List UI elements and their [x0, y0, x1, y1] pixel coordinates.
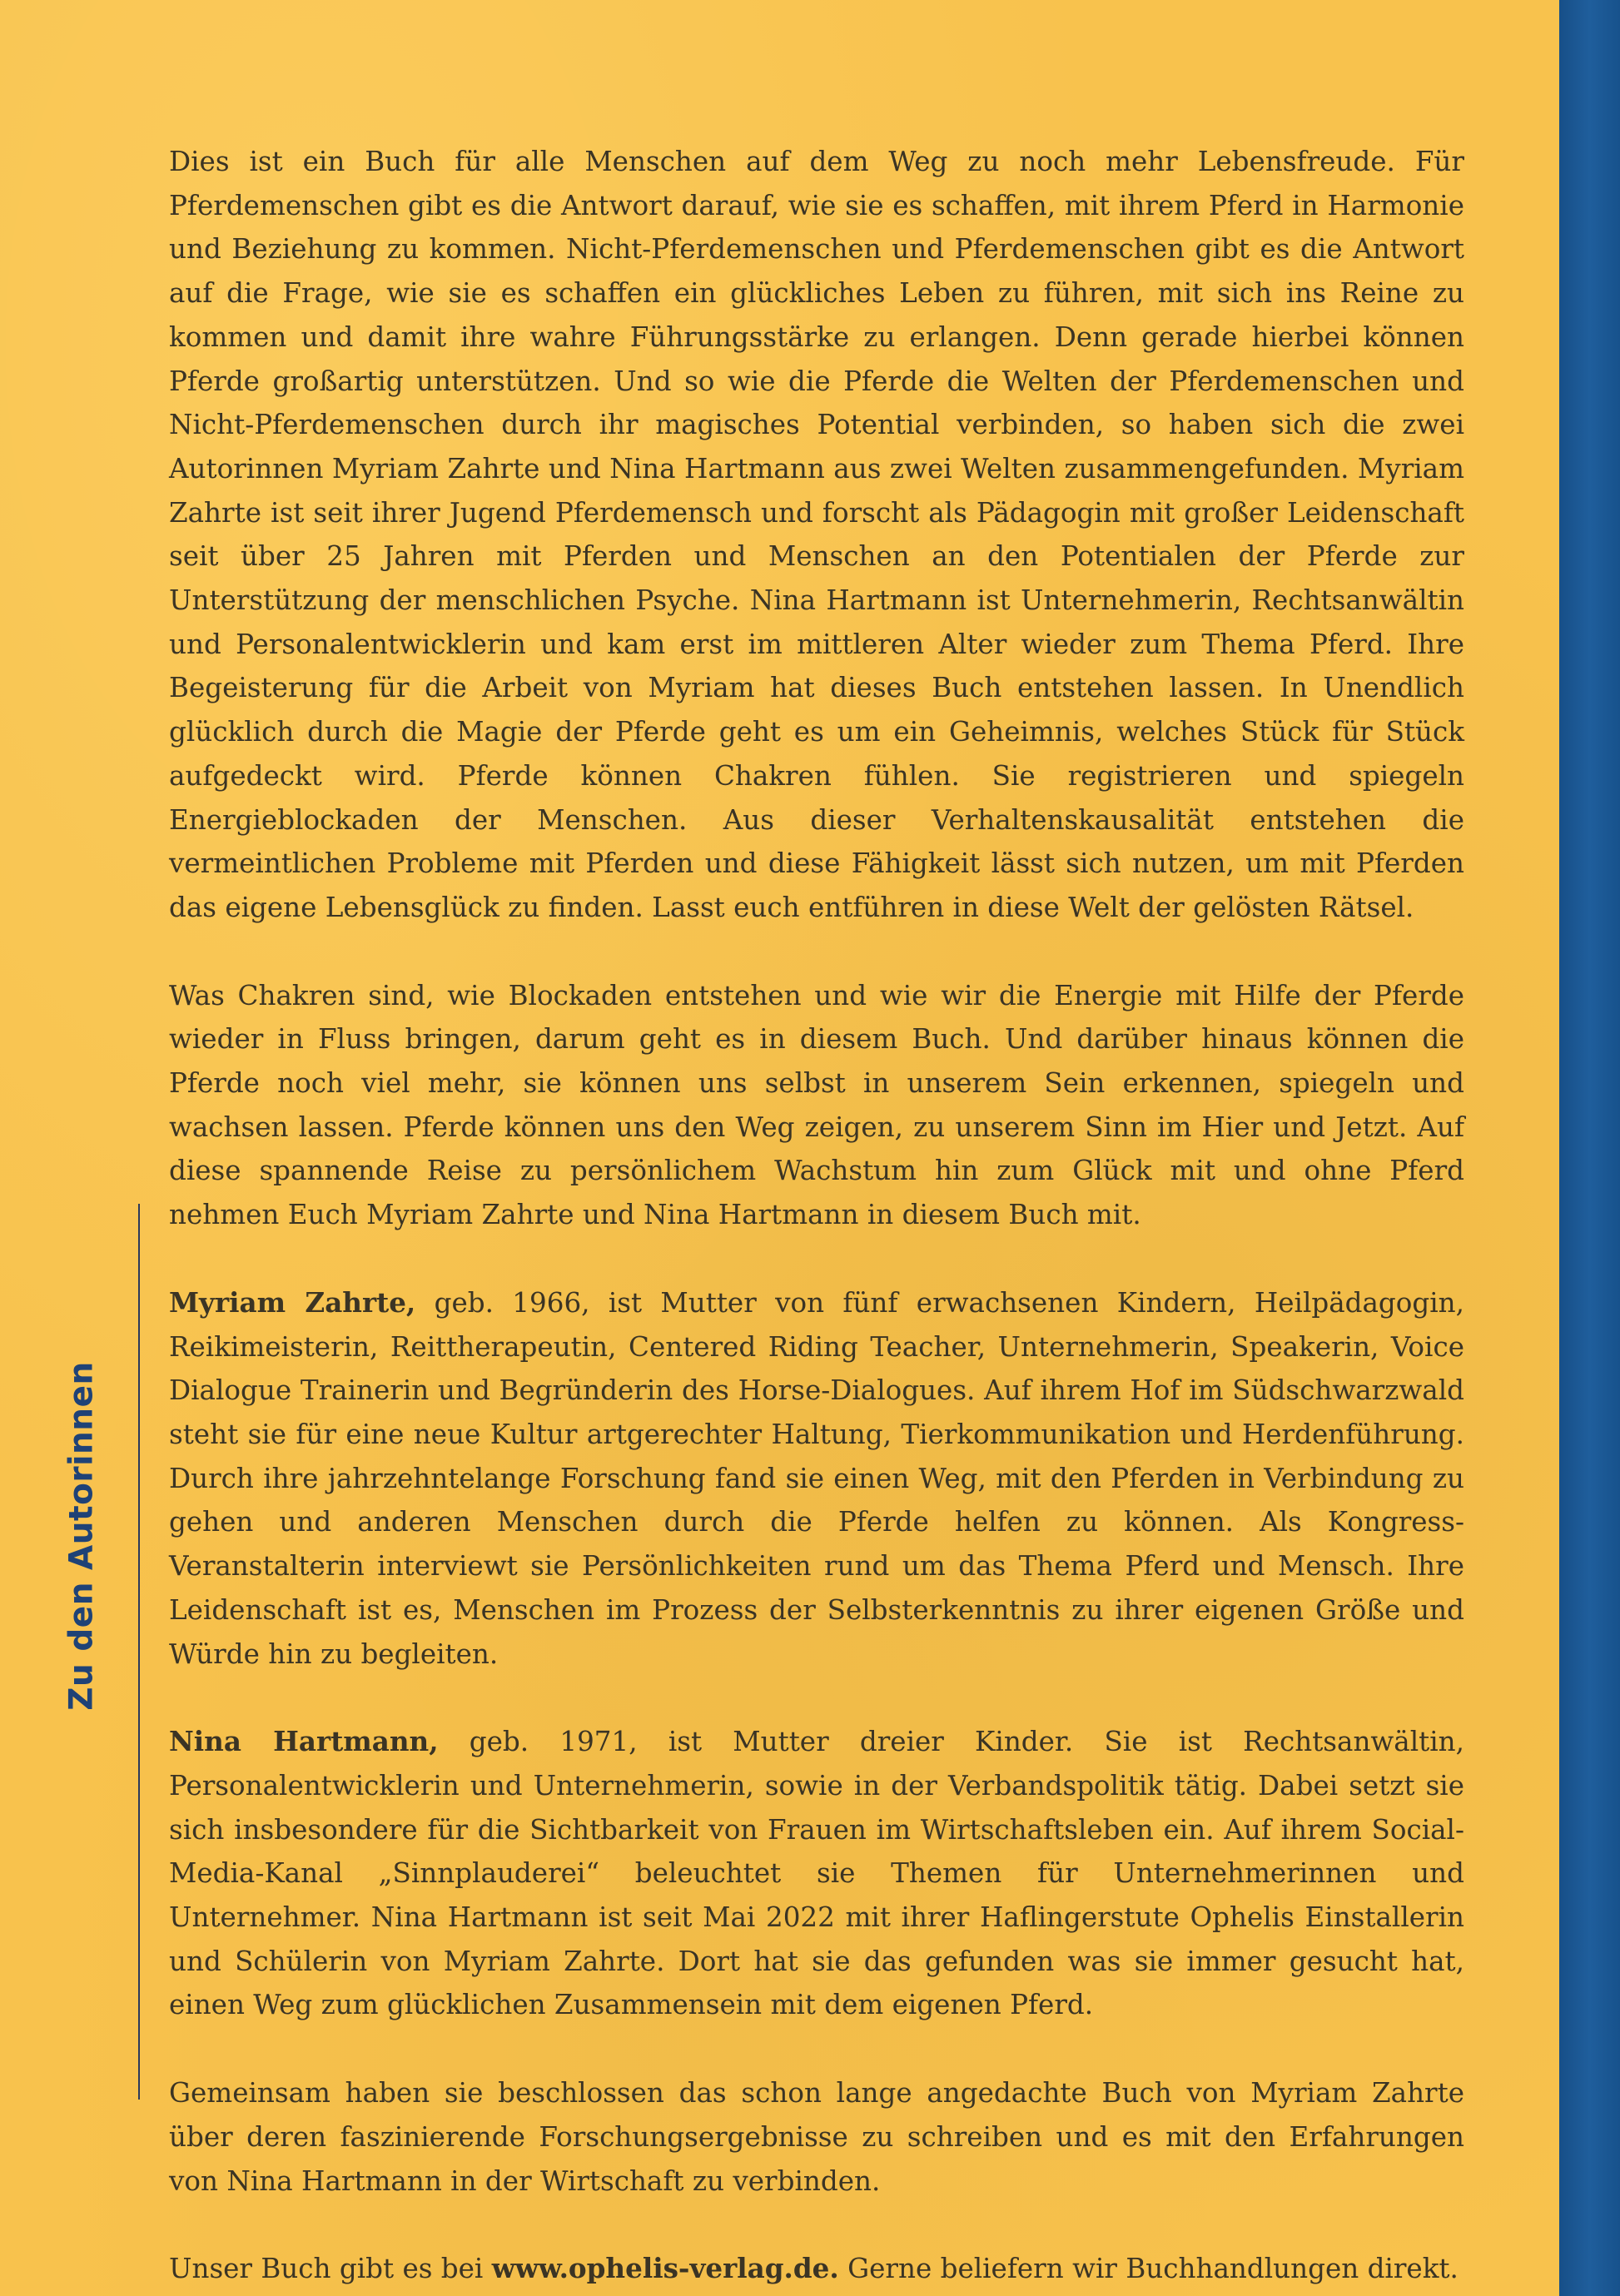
authors-side-rule	[138, 1204, 140, 2100]
paragraph-gap	[169, 2203, 1464, 2247]
paragraph-gap	[169, 1676, 1464, 1720]
closing-paragraph: Gemeinsam haben sie beschlossen das schon lange angedachte Buch von Myriam Zahrte über deren faszinierende Forschungsergebnisse zu schreiben und es mit den Erfahrungen von Nina Hartmann in der Wirtschaft zu verbinden.	[169, 2077, 1464, 2197]
author-bio-2	[169, 1720, 1464, 2027]
side-label-text: Zu den Autorinnen	[62, 1361, 101, 1711]
author-name-1: Myriam Zahrte,	[169, 1285, 416, 1319]
intro-paragraph-2: Was Chakren sind, wie Blockaden entstehen und wie wir die Energie mit Hilfe der Pferde wieder in Fluss bringen, darum geht es in diesem Buch. Und darüber hinaus können die Pferde noch viel mehr, sie können uns selbst in unserem Sein erkennen, spiegeln und wachsen lassen. Pferde können uns den Weg zeigen, zu unserem Sinn im Hier und Jetzt. Auf diese spannende Reise zu persönlichem Wachstum hin zum Glück mit und ohne Pferd nehmen Euch Myriam Zahrte und Nina Hartmann in diesem Buch mit.	[169, 979, 1464, 1231]
intro-paragraph-1: Dies ist ein Buch für alle Menschen auf dem Weg zu noch mehr Lebensfreude. Für Pferdemenschen gibt es die Antwort darauf, wie sie es schaffen, mit ihrem Pferd in Harmonie und Beziehung zu kommen. Nicht-Pferdemenschen und Pferdemenschen gibt es die Antwort auf die Frage, wie sie es schaffen ein glückliches Leben zu führen, mit sich ins Reine zu kommen und damit ihre wahre Führungsstärke zu erlangen. Denn gerade hierbei können Pferde großartig unterstützen. Und so wie die Pferde die Welten der Pferdemenschen und Nicht-Pferdemenschen durch ihr magisches Potential verbinden, so haben sich die zwei Autorinnen Myriam Zahrte und Nina Hartmann aus zwei Welten zusammengefunden. Myriam Zahrte ist seit ihrer Jugend Pferdemensch und forscht als Pädagogin mit großer Leidenschaft seit über 25 Jahren mit Pferden und Menschen an den Potentialen der Pferde zur Unterstützung der menschlichen Psyche. Nina Hartmann ist Unternehmerin, Rechtsanwältin und Personalentwicklerin und kam erst im mittleren Alter wieder zum Thema Pferd. Ihre Begeisterung für die Arbeit von Myriam hat dieses Buch entstehen lassen. In Unendlich glücklich durch die Magie der Pferde geht es um ein Geheimnis, welches Stück für Stück aufgedeckt wird. Pferde können Chakren fühlen. Sie registrieren und spiegeln Energieblockaden der Menschen. Aus dieser Verhaltenskausalität entstehen die vermeintlichen Probleme mit Pferden und diese Fähigkeit lässt sich nutzen, um mit Pferden das eigene Lebensglück zu finden. Lasst euch entführen in diese Welt der gelösten Rätsel.	[169, 146, 1464, 923]
order-line	[169, 2247, 1464, 2291]
paragraph-gap	[169, 930, 1464, 974]
spine-stripe	[1559, 0, 1620, 2296]
order-text-after: Gerne beliefern wir Buchhandlungen direkt.	[838, 2253, 1458, 2285]
order-text-before: Unser Buch gibt es bei	[169, 2253, 492, 2285]
author-name-2: Nina Hartmann,	[169, 1725, 439, 1758]
paragraph-gap	[169, 2027, 1464, 2071]
author-text-1: geb. 1966, ist Mutter von fünf erwachsenen Kindern, Heilpädagogin, Reikimeisterin, Reittherapeutin, Centered Riding Teacher, Unternehmerin, Speakerin, Voice Dialogue Trainerin und Begründerin des Horse-Dialogues. Auf ihrem Hof im Südschwarzwald steht sie für eine neue Kultur artgerechter Haltung, Tierkommunikation und Herdenführung. Durch ihre jahrzehntelange Forschung fand sie einen Weg, mit den Pferden in Verbindung zu gehen und anderen Menschen durch die Pferde helfen zu können. Als Kongress-Veranstalterin interviewt sie Persönlichkeiten rund um das Thema Pferd und Mensch. Ihre Leidenschaft ist es, Menschen im Prozess der Selbsterkenntnis zu ihrer eigenen Größe und Würde hin zu begleiten.	[169, 1286, 1464, 1670]
paragraph-gap	[169, 1237, 1464, 1281]
author-bio-1	[169, 1281, 1464, 1676]
publisher-link[interactable]: www.ophelis-verlag.de.	[491, 2252, 839, 2285]
cover-text	[169, 140, 1464, 2291]
author-text-2: geb. 1971, ist Mutter dreier Kinder. Sie ist Rechtsanwältin, Personalentwicklerin und Unternehmerin, sowie in der Verbandspolitik tätig. Dabei setzt sie sich insbesondere für die Sichtbarkeit von Frauen im Wirtschaftsleben ein. Auf ihrem Social-Media-Kanal „Sinnplauderei“ beleuchtet sie Themen für Unternehmerinnen und Unternehmer. Nina Hartmann ist seit Mai 2022 mit ihrer Haflingerstute Ophelis Einstallerin und Schülerin von Myriam Zahrte. Dort hat sie das gefunden was sie immer gesucht hat, einen Weg zum glücklichen Zusammensein mit dem eigenen Pferd.	[169, 1726, 1464, 2021]
